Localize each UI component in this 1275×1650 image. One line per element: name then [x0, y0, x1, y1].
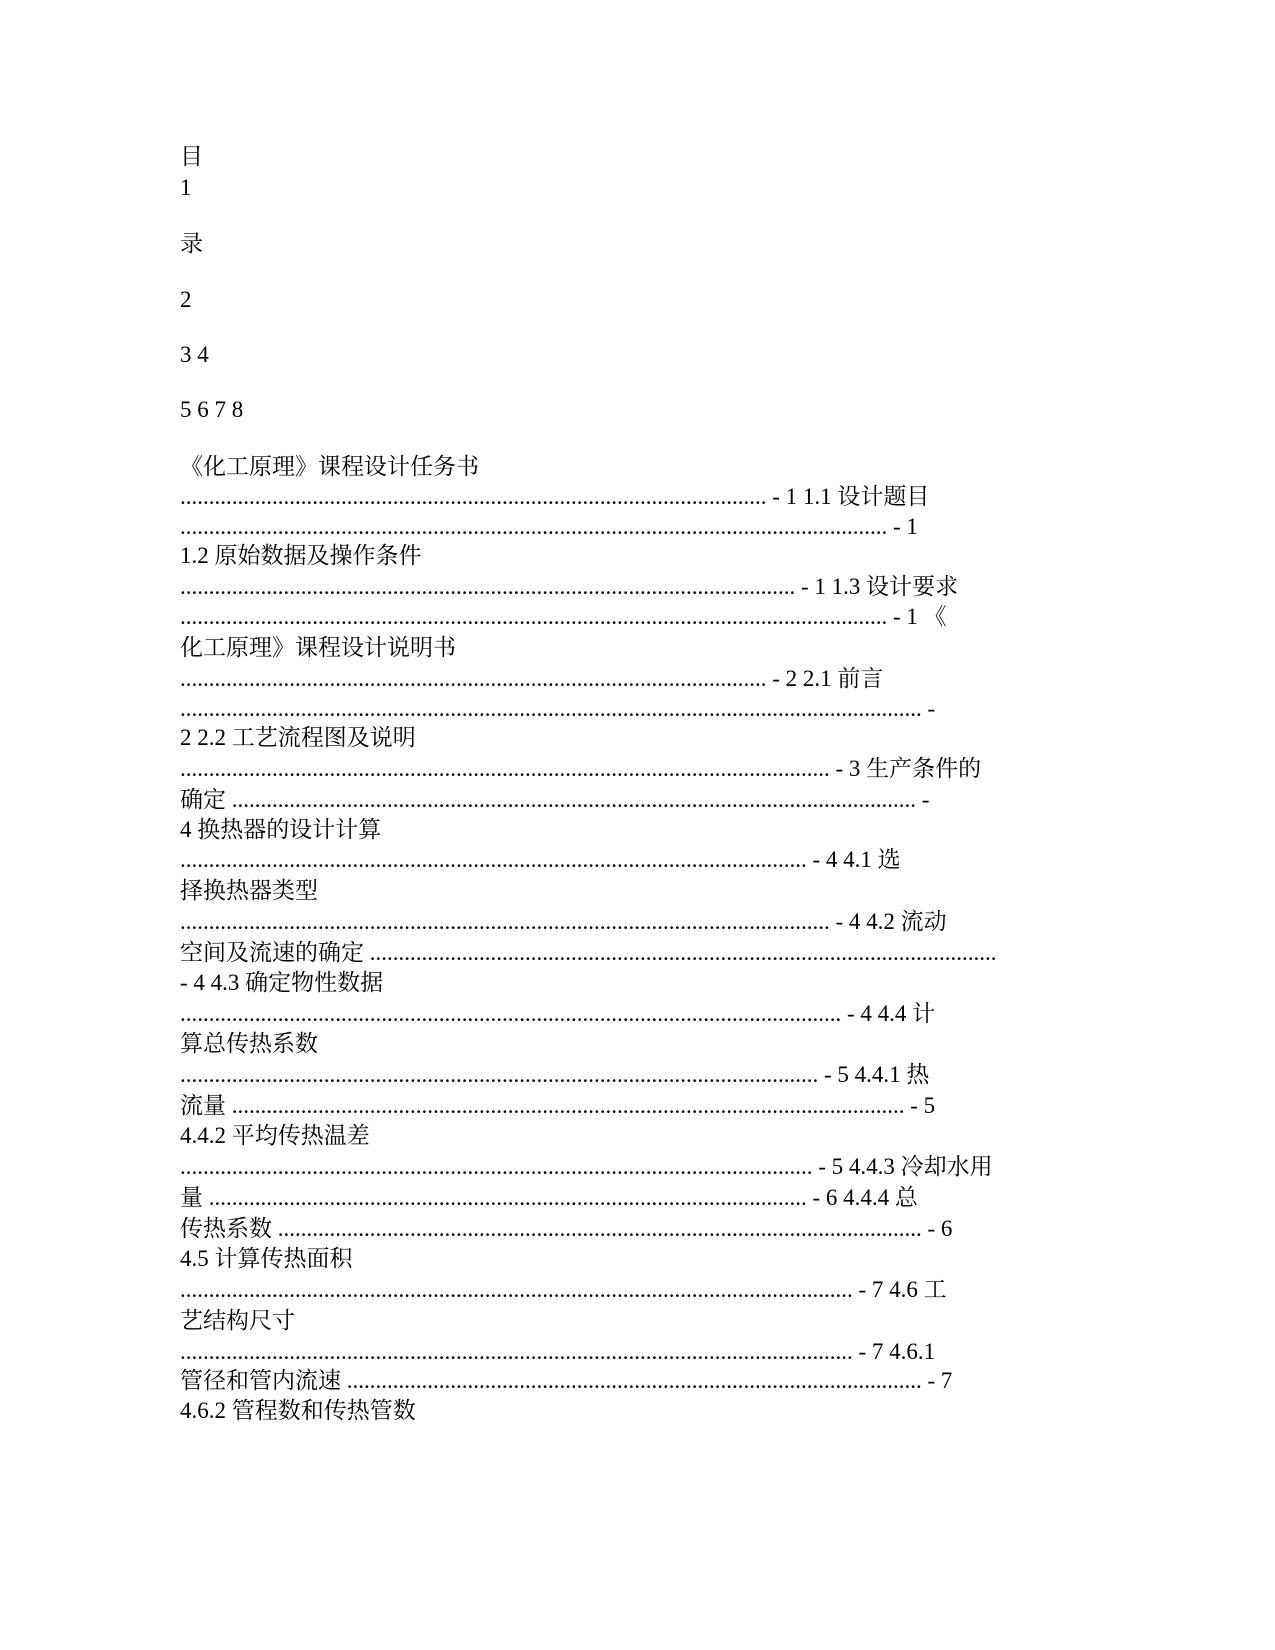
toc-line: 4 换热器的设计计算 [180, 817, 382, 842]
toc-line: ................................................................................................................... - 4 4.4 计 [180, 1001, 936, 1026]
toc-line: 空间及流速的确定 ............................................................................................................. [180, 940, 997, 965]
toc-line: ..................................................................................................................... - 7 4.6.1 [180, 1339, 936, 1364]
toc-line: 传热系数 ................................................................................................................ - 6 [180, 1216, 953, 1241]
toc-line: .............................................................................................................. - 5 4.4.3 冷却水用 [180, 1154, 993, 1179]
toc-line: 择换热器类型 [180, 878, 318, 903]
toc-line: 量 ........................................................................................................ - 6 4.4.4 总 [180, 1185, 918, 1210]
toc-line: 4.5 计算传热面积 [180, 1246, 353, 1271]
toc-line: 1.2 原始数据及操作条件 [180, 543, 422, 568]
toc-line: ........................................................................................................... - 1 1.3 设计要求 [180, 574, 959, 599]
header-line-4: 2 [180, 287, 192, 312]
toc-line: ............................................................................................................... - 5 4.4.1 热 [180, 1062, 930, 1087]
toc-line: ........................................................................................................................... - 1 《 [180, 604, 947, 629]
header-line-5: 3 4 [180, 342, 209, 367]
toc-line: 艺结构尺寸 [180, 1308, 295, 1333]
toc-line: 化工原理》课程设计说明书 [180, 635, 456, 660]
header-line-6: 5 6 7 8 [180, 397, 244, 422]
toc-line: 流量 ..................................................................................................................... - 5 [180, 1093, 936, 1118]
toc-line: 4.6.2 管程数和传热管数 [180, 1398, 416, 1423]
toc-line: ............................................................................................................. - 4 4.1 选 [180, 847, 901, 872]
header-line-2: 1 [180, 175, 192, 200]
toc-line: ...................................................................................................... - 2 2.1 前言 [180, 666, 884, 691]
toc-line: ................................................................................................................. - 4 4.2 流动 [180, 909, 947, 934]
toc-line: ................................................................................................................................. - [180, 696, 936, 721]
header-line-3: 录 [180, 231, 203, 256]
toc-line: - 4 4.3 确定物性数据 [180, 970, 384, 995]
toc-line: 确定 ....................................................................................................................... - [180, 787, 930, 812]
toc-line: 2 2.2 工艺流程图及说明 [180, 725, 416, 750]
toc-line: ........................................................................................................................... - 1 [180, 514, 918, 539]
toc-line: 管径和管内流速 .................................................................................................... - 7 [180, 1368, 953, 1393]
toc-line: 《化工原理》课程设计任务书 [180, 454, 479, 479]
toc-line: ...................................................................................................... - 1 1.1 设计题目 [180, 484, 930, 509]
toc-line: 4.4.2 平均传热温差 [180, 1123, 370, 1148]
header-line-1: 目 [180, 144, 203, 169]
toc-line: ..................................................................................................................... - 7 4.6 工 [180, 1277, 947, 1302]
toc-line: 算总传热系数 [180, 1031, 318, 1056]
toc-line: ................................................................................................................. - 3 生产条件的 [180, 756, 982, 781]
